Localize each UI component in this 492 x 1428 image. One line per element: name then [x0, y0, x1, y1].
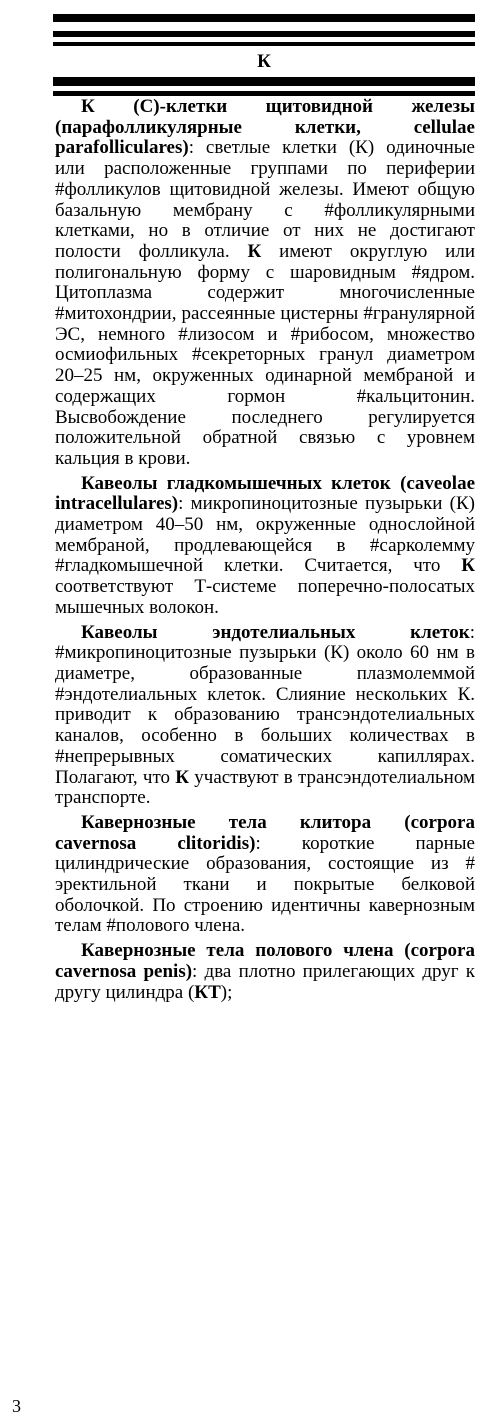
entry-term: Кавернозные тела полового члена (corpora cavernosa penis) — [55, 940, 475, 982]
page-number: 3 — [12, 1396, 21, 1416]
entry-corpora-cavernosa-clitoridis: Кавернозные тела клитора (corpora cavernosa clitoridis): короткие парные цилиндрические образования, состоящие из # эректильной ткани и покрытые белковой оболочкой. По строению идентичны кавернозным телам #полового члена. — [55, 811, 475, 937]
header-rule-second — [53, 31, 475, 37]
entry-term: Кавеолы гладкомышечных клеток (caveolae intracellulares) — [55, 472, 475, 515]
entry-term: Кавернозные тела клитора (corpora cavernosa clitoridis) — [55, 811, 475, 854]
section-letter: К — [257, 51, 271, 72]
dictionary-text — [55, 97, 475, 1007]
entry-caveolae-smooth-muscle: Кавеолы гладкомышечных клеток (caveolae intracellulares): микропиноцитозные пузырьки (К) диаметром 40–50 нм, окруженные однослойной мембраной, продлевающейся в #сарколемму #гладкомышечной клетки. Считается, что К соответствуют Т-системе поперечно-полосатых мышечных волокон. — [55, 472, 475, 618]
entry-c-cells: К (С)-клетки щитовидной железы (парафолликулярные клетки, cellulae parafolliculares): светлые клетки (К) одиночные или расположенные группами по периферии #фолликулов щитовидной железы. Имеют общую базальную мембрану с #фолликулярными клетками, но в отличие от них не достигают полости фолликула. К имеют округлую или полигональную форму с шаровидным #ядром. Цитоплазма содержит многочисленные #митохондрии, рассеянные цистерны #гранулярной ЭС, немного #лизосом и #рибосом, множество осмиофильных #секреторных гранул диаметром 20–25 нм, окруженных одинарной мембраной и содержащих гормон #кальцитонин. Высвобождение последнего регулируется положительной обратной связью с уровнем кальция в крови. — [55, 96, 475, 469]
entry-term: К (С)-клетки щитовидной железы (парафолликулярные клетки, cellulae parafolliculares) — [55, 96, 475, 159]
header-rule-top — [53, 14, 475, 22]
header-rule-fourth — [53, 77, 475, 86]
entry-term: Кавеолы эндотелиальных клеток — [81, 621, 470, 643]
entry-caveolae-endothelial: Кавеолы эндотелиальных клеток: #микропиноцитозные пузырьки (К) около 60 нм в диаметре, образованные плазмолеммой #эндотелиальных клеток. Слияние нескольких К. приводит к образованию трансэндотелиальных каналов, особенно в больших количествах в #непрерывных соматических капиллярах. Полагают, что К участвуют в трансэндотелиальном транспорте. — [55, 621, 475, 809]
header-rule-third — [53, 42, 475, 46]
section-header — [53, 14, 475, 96]
entry-corpora-cavernosa-penis: Кавернозные тела полового члена (corpora cavernosa penis): два плотно прилегающих друг к другу цилиндра (КТ); — [55, 940, 475, 1003]
